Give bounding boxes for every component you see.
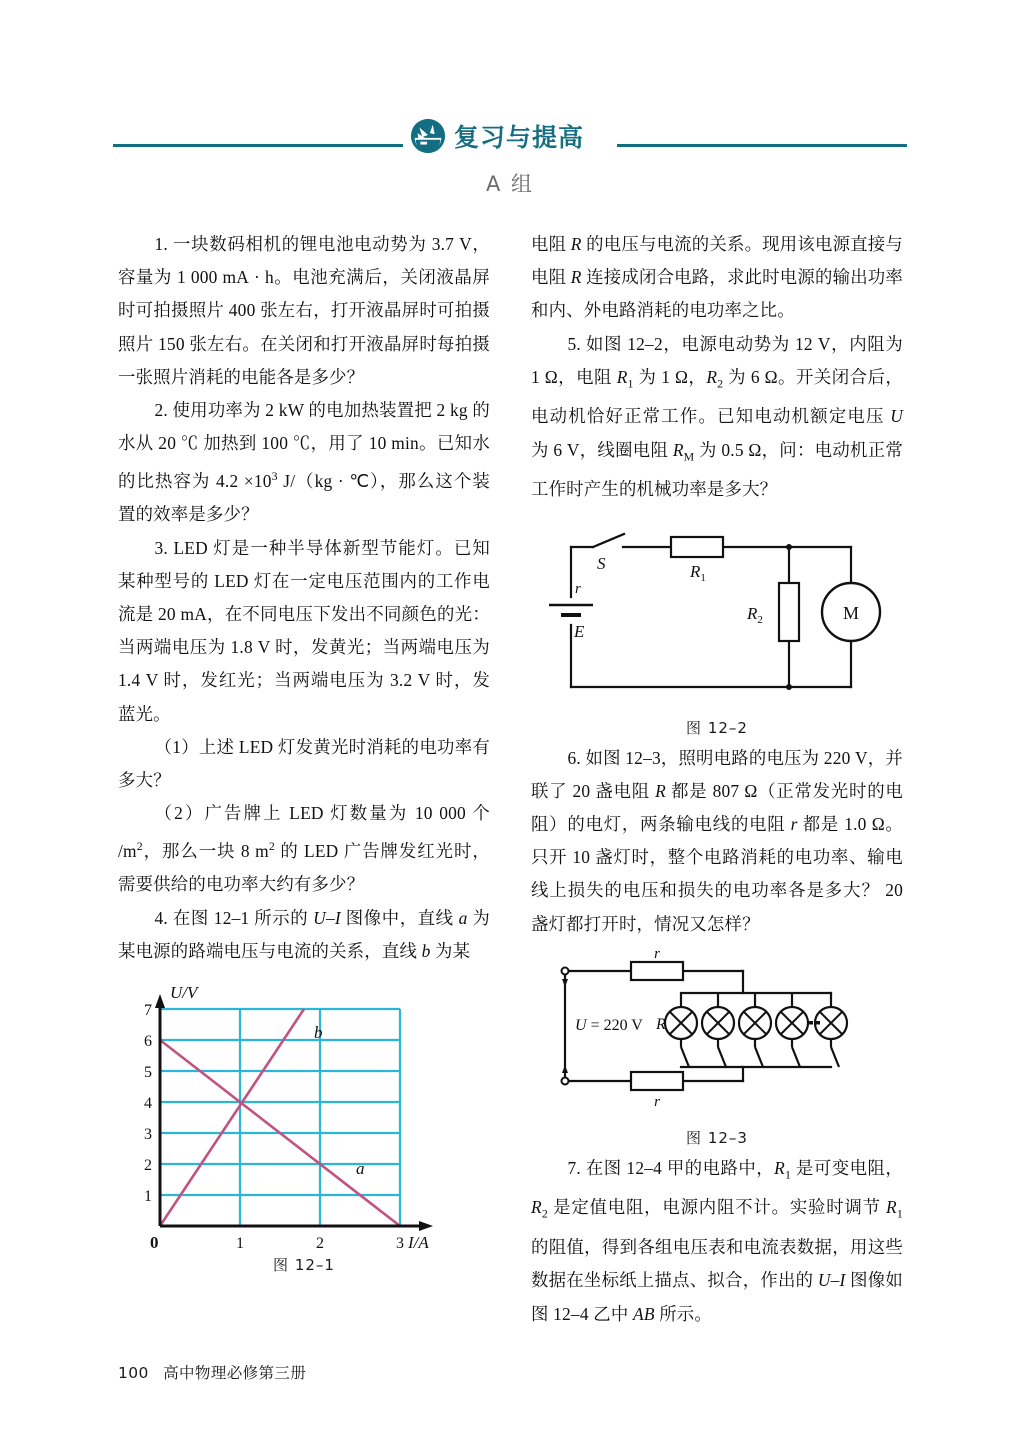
terminal-bottom bbox=[562, 1077, 569, 1084]
series-b-label: b bbox=[314, 1023, 323, 1043]
resistor-r2-label: $R_2$ bbox=[747, 603, 763, 626]
series-b-line bbox=[160, 1009, 304, 1226]
wire-resistor-bottom-label: r bbox=[654, 1093, 660, 1110]
problem-6: 6. 如图 12–3，照明电路的电压为 220 V，并联了 20 盏电阻 R 都是 807 Ω（正常发光时的电阻）的电灯，两条输电线的电阻 r 都是 1.0 Ω。只开 10 盏灯时，整个电路消耗的电功率、输电线上损失的电压和损失的电功率各是多大？ 20 盏灯都打开时，情况又怎样？ bbox=[531, 747, 903, 934]
junction-dot bbox=[786, 544, 792, 550]
x-axis-label: I/A bbox=[408, 1233, 429, 1251]
lamp-resistance-label: R bbox=[656, 1015, 666, 1033]
emf-label: E bbox=[574, 621, 585, 641]
problem-7: 7. 在图 12–4 甲的电路中，$R_1$ 是可变电阻，$R_2$ 是定值电阻，电源内阻不计。实验时调节 $R_1$ 的阻值，得到各组电压表和电流表数据，用这些数据在坐标纸上描点、拟合，作出的 U–I 图像如图 12–4 乙中 AB 所示。 bbox=[531, 1157, 904, 1324]
circuit-diagram-12-2 bbox=[531, 517, 891, 713]
svg-text:1: 1 bbox=[236, 1235, 244, 1251]
x-tick-labels bbox=[236, 1235, 404, 1250]
figure-12-1 bbox=[118, 978, 490, 1275]
wire-resistor-top-label: r bbox=[654, 950, 660, 962]
problem-1: 1. 一块数码相机的锂电池电动势为 3.7 V，容量为 1 000 mA · h。电池充满后，关闭液晶屏时可拍摄照片 400 张左右，打开液晶屏时可拍摄照片 150 张左右。在关闭和打开液晶屏时每拍摄一张照片消耗的电能各是多少？ bbox=[118, 234, 490, 387]
problem-5: 5. 如图 12–2，电源电动势为 12 V，内阻为 1 Ω，电阻 $R_1$ 为 1 Ω，$R_2$ 为 6 Ω。开关闭合后，电动机恰好正常工作。已知电动机额定电压 U 为 6 V，线圈电阻 $R_M$ 为 0.5 Ω，问：电动机正常工作时产生的机械功率是多大？ bbox=[531, 333, 904, 500]
battery-symbol bbox=[549, 605, 593, 615]
resistor-r1-symbol bbox=[671, 537, 723, 557]
switch-label: S bbox=[597, 553, 606, 573]
header-rule-right bbox=[617, 144, 907, 147]
svg-text:4: 4 bbox=[144, 1095, 152, 1113]
grid-lines bbox=[160, 1009, 400, 1226]
figure-12-3 bbox=[531, 951, 903, 1148]
junction-dot bbox=[786, 684, 792, 690]
svg-text:3: 3 bbox=[396, 1235, 404, 1251]
chart-u-i-graph bbox=[118, 978, 448, 1250]
internal-resistance-label: r bbox=[575, 580, 581, 597]
problem-4-continued: 电阻 R 的电压与电流的关系。现用该电源直接与电阻 R 连接成闭合电路，求此时电源的输出功率和内、外电路消耗的电功率之比。 bbox=[531, 234, 903, 321]
origin-label: 0 bbox=[150, 1233, 159, 1251]
textbook-emblem-icon bbox=[409, 117, 447, 155]
resistor-r1-label: $R_1$ bbox=[690, 561, 706, 584]
chart-series-lines bbox=[160, 1009, 400, 1226]
wire-resistor-bottom-symbol bbox=[631, 1072, 683, 1090]
lamp-group bbox=[665, 993, 847, 1067]
problem-2: 2. 使用功率为 2 kW 的电加热装置把 2 kg 的水从 20 ℃ 加热到 100 ℃，用了 10 min。已知水的比热容为 $4.2 \times 10^3$ J/（kg · ℃），那么这个装置的效率是多少？ bbox=[118, 400, 490, 525]
svg-text:2: 2 bbox=[144, 1157, 152, 1175]
wire-resistor-top-symbol bbox=[631, 962, 683, 980]
source-voltage-label: U = 220 V bbox=[575, 1016, 643, 1034]
figure-12-1-caption: 图 12–1 bbox=[273, 1256, 335, 1275]
figure-12-2 bbox=[531, 517, 903, 738]
header-rule-left bbox=[113, 144, 403, 147]
svg-text:5: 5 bbox=[144, 1064, 152, 1082]
svg-text:3: 3 bbox=[144, 1126, 152, 1144]
resistor-r2-symbol bbox=[779, 583, 799, 641]
svg-text:1: 1 bbox=[144, 1188, 152, 1206]
page-header bbox=[113, 110, 907, 162]
terminal-top bbox=[562, 967, 569, 974]
book-title: 高中物理必修第三册 bbox=[163, 1364, 307, 1382]
header-title: 复习与提高 bbox=[454, 123, 585, 152]
problem-3: 3. LED 灯是一种半导体新型节能灯。已知某种型号的 LED 灯在一定电压范围内的工作电流是 20 mA，在不同电压下发出不同颜色的光：当两端电压为 1.8 V 时，发黄光；当两端电压为 1.4 V 时，发红光；当两端电压为 3.2 V 时，发蓝光。 bbox=[118, 537, 490, 724]
page-footer bbox=[118, 1361, 306, 1383]
svg-text:6: 6 bbox=[144, 1033, 152, 1051]
page-number: 100 bbox=[118, 1364, 149, 1382]
problem-4: 4. 在图 12–1 所示的 U–I 图像中，直线 a 为某电源的路端电压与电流的关系，直线 b 为某 bbox=[118, 907, 491, 961]
svg-text:2: 2 bbox=[316, 1235, 324, 1251]
y-axis-label: U/V bbox=[170, 983, 198, 1003]
problem-3-part-2: （2）广告牌上 LED 灯数量为 10 000 个 $/m^2$，那么一块 8 $m^2$ 的 LED 广告牌发红光时，需要供给的电功率大约有多少？ bbox=[118, 803, 490, 895]
header-center bbox=[409, 110, 611, 162]
circuit-diagram-12-3 bbox=[531, 951, 891, 1123]
series-a-label: a bbox=[356, 1159, 365, 1179]
lamp-switches bbox=[681, 1047, 839, 1067]
group-title: A 组 bbox=[485, 172, 535, 196]
motor-label: M bbox=[842, 602, 860, 623]
figure-12-2-caption: 图 12–2 bbox=[686, 718, 748, 737]
problem-3-part-1: （1）上述 LED 灯发黄光时消耗的电功率有多大？ bbox=[118, 736, 490, 791]
figure-12-3-caption: 图 12–3 bbox=[686, 1128, 748, 1147]
right-column bbox=[531, 228, 903, 1331]
left-column bbox=[118, 228, 490, 1279]
svg-text:7: 7 bbox=[144, 1002, 152, 1020]
y-tick-labels bbox=[144, 1002, 152, 1205]
